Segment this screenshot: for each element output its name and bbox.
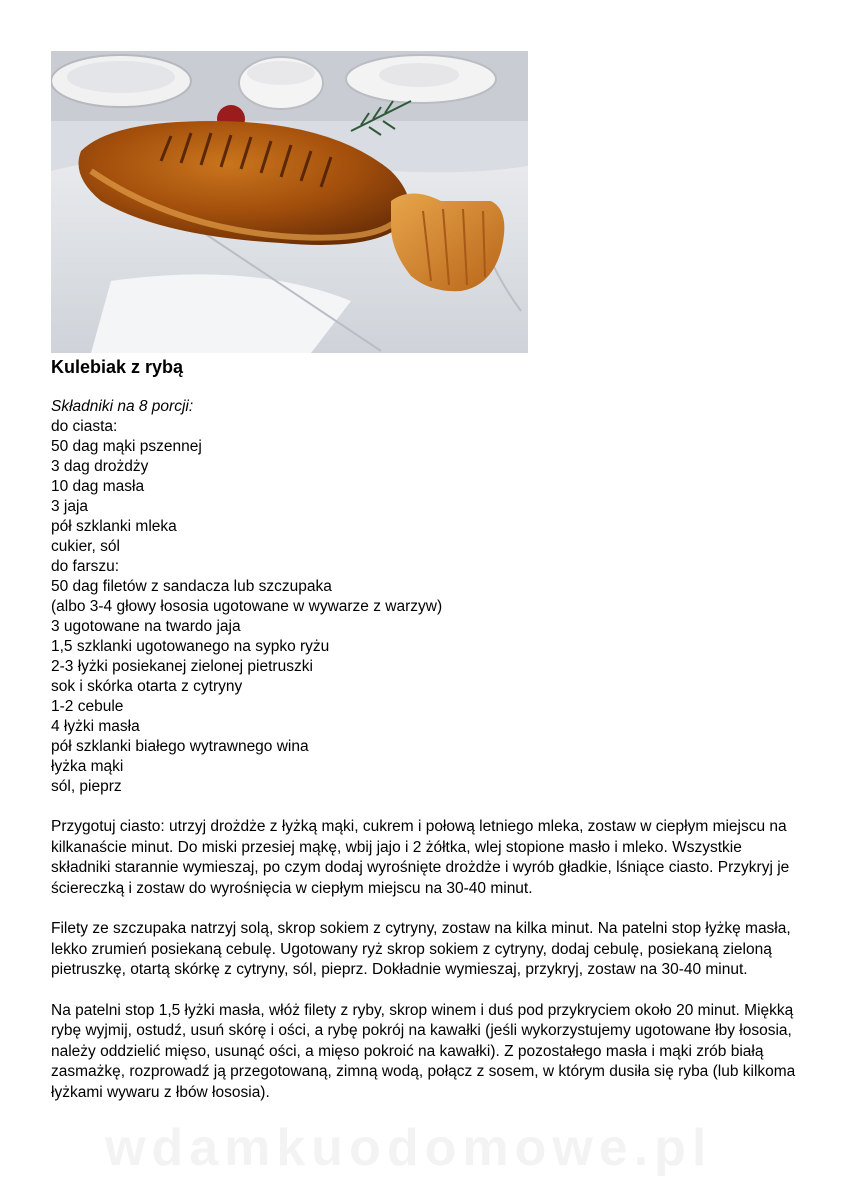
- ingredient-line: cukier, sól: [51, 538, 120, 555]
- ingredient-line: do ciasta:: [51, 418, 118, 435]
- ingredient-line: 50 dag mąki pszennej: [51, 438, 202, 455]
- ingredient-line: 1,5 szklanki ugotowanego na sypko ryżu: [51, 638, 330, 655]
- recipe-title: Kulebiak z rybą: [51, 357, 184, 377]
- ingredient-line: 4 łyżki masła: [51, 718, 140, 735]
- ingredient-line: 3 dag drożdży: [51, 458, 149, 475]
- ingredient-line: do farszu:: [51, 558, 120, 575]
- ingredient-line: pół szklanki białego wytrawnego wina: [51, 738, 309, 755]
- preparation-steps: [51, 817, 801, 1123]
- ingredient-line: łyżka mąki: [51, 758, 124, 775]
- step-paragraph: Na patelni stop 1,5 łyżki masła, włóż filety z ryby, skrop winem i duś pod przykryciem około 20 minut. Miękką rybę wyjmij, ostudź, usuń skórę i ości, a rybę pokrój na kawałki (jeśli wykorzystujemy ugotowane łby łososia, należy oddzielić mięso, usunąć ości, a mięso pokroić na kawałki). Z pozostałego masła i mąki zrób białą zasmażkę, rozprowadź ją przegotowaną, zimną wodą, połącz z sosem, w którym dusiła się ryba (lub kilkoma łyżkami wywaru z łbów łososia).: [51, 1001, 796, 1101]
- ingredients-intro: Składniki na 8 porcji:: [51, 398, 194, 415]
- site-watermark: [105, 1118, 712, 1178]
- step-paragraph: Filety ze szczupaka natrzyj solą, skrop sokiem z cytryny, zostaw na kilka minut. Na patelni stop łyżkę masła, lekko zrumień posiekaną cebulę. Ugotowany ryż skrop sokiem z cytryny, dodaj cebulę, posiekaną zieloną pietruszkę, otartą skórkę z cytryny, sól, pieprz. Dokładnie wymieszaj, przykryj, zostaw na 30-40 minut.: [51, 920, 791, 978]
- ingredient-line: pół szklanki mleka: [51, 518, 177, 535]
- ingredient-line: 3 ugotowane na twardo jaja: [51, 618, 241, 635]
- ingredients-list: [51, 397, 811, 797]
- ingredient-line: sok i skórka otarta z cytryny: [51, 678, 243, 695]
- ingredient-line: 3 jaja: [51, 498, 89, 515]
- step-paragraph: Przygotuj ciasto: utrzyj drożdże z łyżką mąki, cukrem i połową letniego mleka, zostaw w ciepłym miejscu na kilkanaście minut. Do miski przesiej mąkę, wbij jajo i 2 żółtka, wlej stopione masło i mleko. Wszystkie składniki starannie wymieszaj, po czym dodaj wyrośnięte drożdże i wyrób gładkie, lśniące ciasto. Przykryj je ściereczką i zostaw do wyrośnięcia w ciepłym miejscu na 30-40 minut.: [51, 818, 790, 897]
- ingredient-line: sól, pieprz: [51, 778, 122, 795]
- ingredient-line: 1-2 cebule: [51, 698, 124, 715]
- ingredient-line: 50 dag filetów z sandacza lub szczupaka: [51, 578, 332, 595]
- ingredient-line: 2-3 łyżki posiekanej zielonej pietruszki: [51, 658, 313, 675]
- ingredient-line: 10 dag masła: [51, 478, 145, 495]
- recipe-photo: [51, 51, 528, 353]
- ingredient-line: (albo 3-4 głowy łososia ugotowane w wywarze z warzyw): [51, 598, 443, 615]
